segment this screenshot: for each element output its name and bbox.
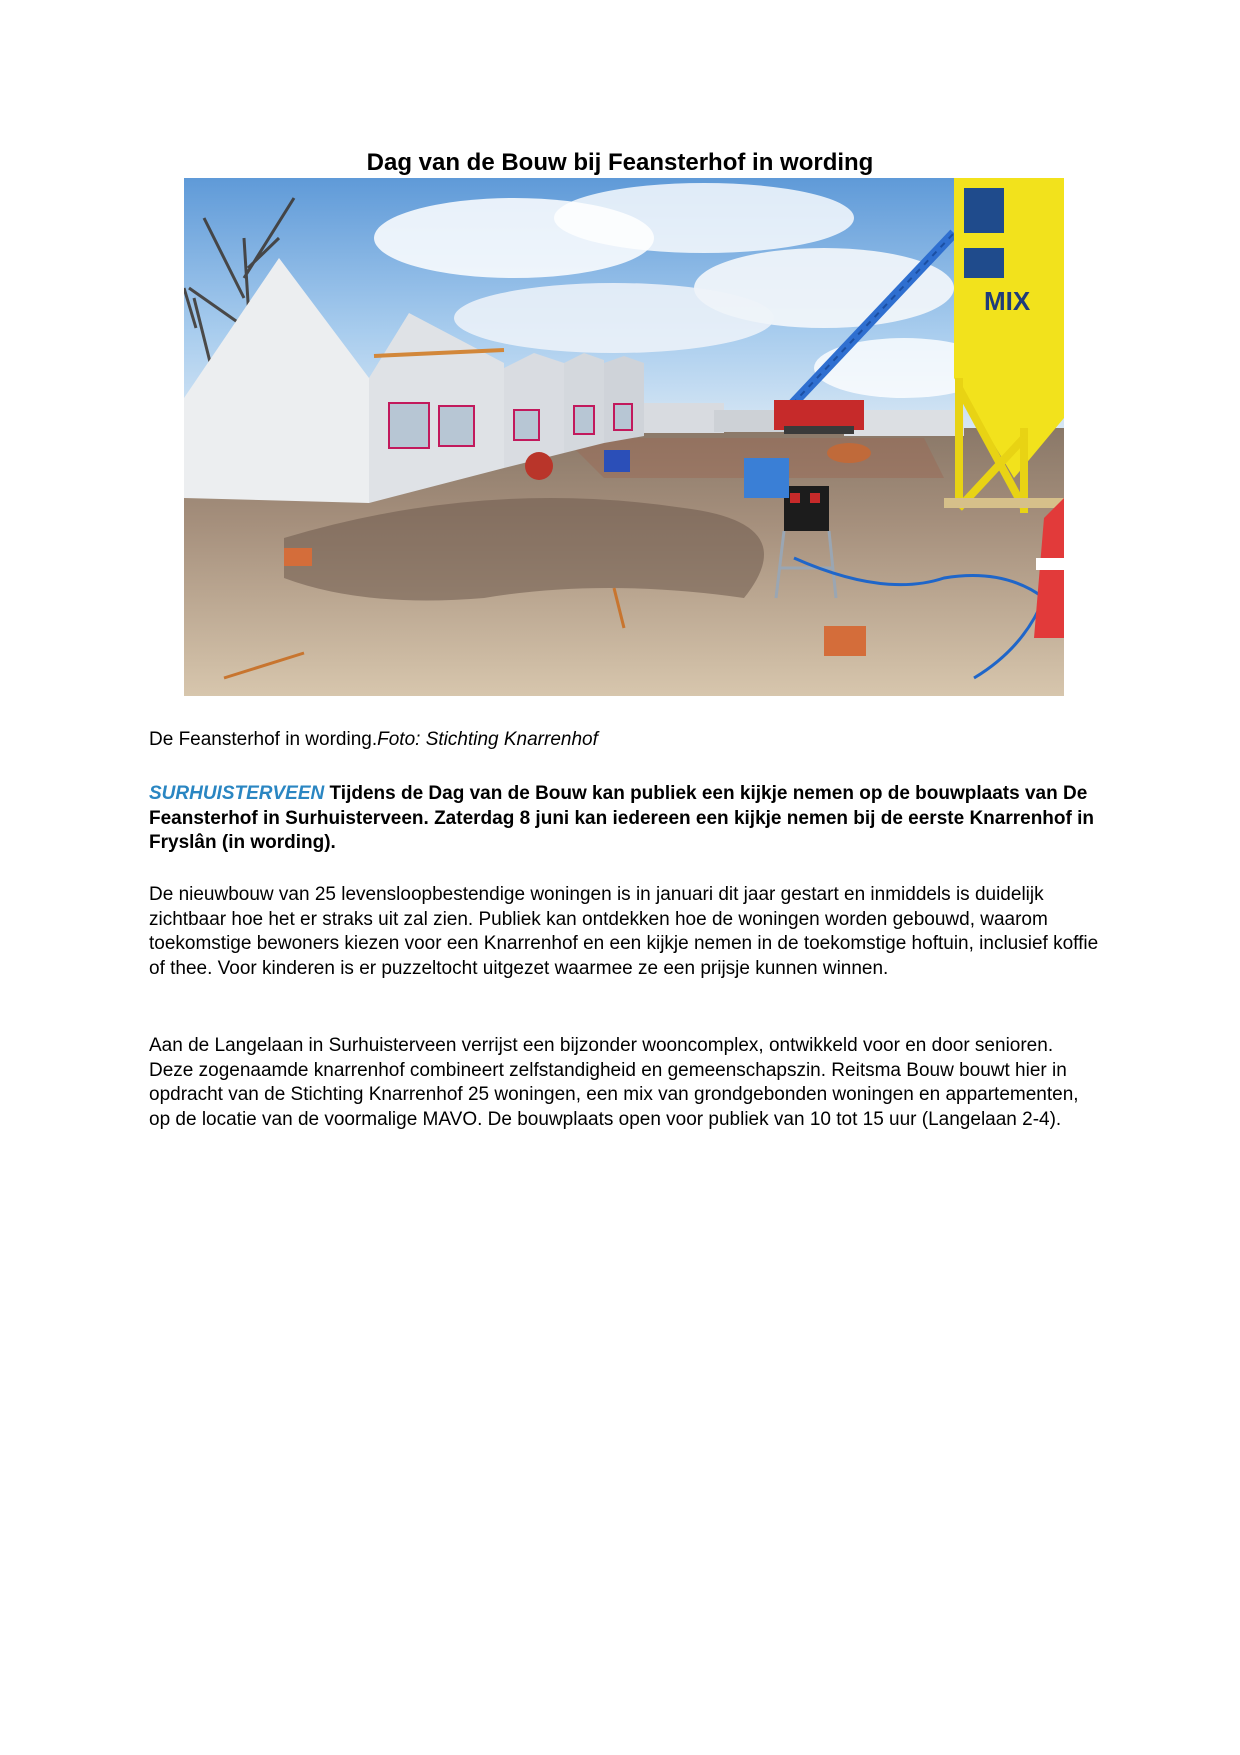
article-title: Dag van de Bouw bij Feansterhof in wording — [366, 149, 874, 176]
body-paragraph: Aan de Langelaan in Surhuisterveen verrijst een bijzonder wooncomplex, ontwikkeld voor en door senioren. Deze zogenaamde knarrenhof combineert zelfstandigheid en gemeenschapszin. Reitsma Bouw bouwt hier in opdracht van de Stichting Knarrenhof 25 woningen, een mix van grondgebonden woningen en appartementen, op de locatie van de voormalige MAVO. De bouwplaats open voor publiek van 10 tot 15 uur (Langelaan 2-4). — [149, 1035, 1079, 1130]
article-photo — [184, 178, 1064, 696]
photo-credit: Foto: Stichting Knarrenhof — [377, 729, 598, 750]
dateline: SURHUISTERVEEN — [149, 783, 325, 804]
construction-site-photo-icon — [184, 178, 1064, 696]
caption-text: De Feansterhof in wording. — [149, 729, 378, 750]
photo-caption — [149, 728, 598, 752]
body-paragraph: De nieuwbouw van 25 levensloopbestendige woningen is in januari dit jaar gestart en inmiddels is duidelijk zichtbaar hoe het er straks uit zal zien. Publiek kan ontdekken hoe de woningen worden gebouwd, waarom toekomstige bewoners kiezen voor een Knarrenhof en een kijkje nemen in de toekomstige hoftuin, inclusief koffie of thee. Voor kinderen is er puzzeltocht uitgezet waarmee ze een prijsje kunnen winnen. — [149, 884, 1099, 979]
article-lead — [149, 782, 1099, 856]
silo-label: MIX — [984, 286, 1031, 316]
lead-text: Tijdens de Dag van de Bouw kan publiek een kijkje nemen op de bouwplaats van De Feansterhof in Surhuisterveen. Zaterdag 8 juni kan iedereen een kijkje nemen bij de eerste Knarrenhof in Fryslân (in wording). — [149, 783, 1094, 853]
